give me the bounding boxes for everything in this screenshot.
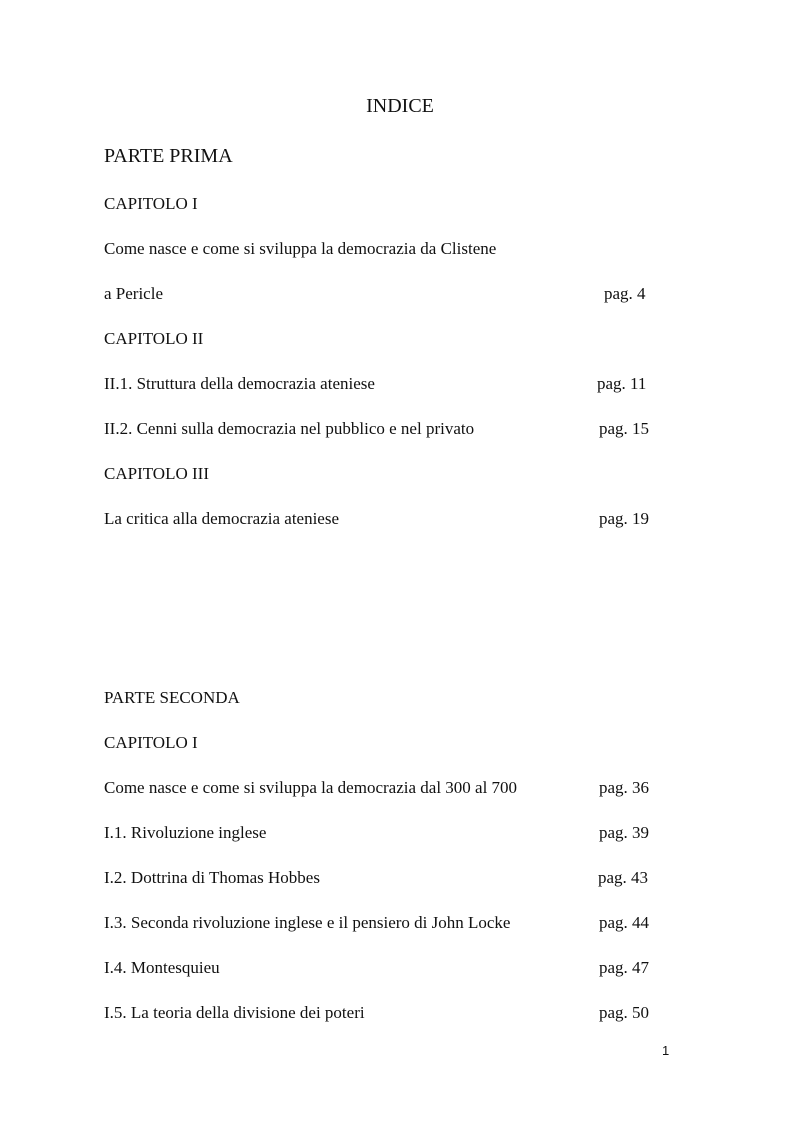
toc-entry-page: pag. 11 (597, 374, 647, 393)
chapter-label: CAPITOLO I (104, 194, 198, 213)
toc-entry-page: pag. 43 (598, 868, 649, 887)
toc-entry-text: La critica alla democrazia ateniese (104, 509, 340, 528)
toc-entry-text: I.2. Dottrina di Thomas Hobbes (104, 868, 320, 887)
toc-entry-page: pag. 15 (599, 419, 650, 438)
page-title: INDICE (366, 95, 434, 117)
toc-entry-page: pag. 44 (599, 913, 650, 932)
toc-entry-page: pag. 47 (599, 958, 650, 977)
toc-entry-text: I.4. Montesquieu (104, 958, 220, 977)
toc-entry-page: pag. 4 (604, 284, 646, 303)
toc-entry-text: Come nasce e come si sviluppa la democrazia da Clistene (104, 239, 497, 258)
toc-entry-text: II.2. Cenni sulla democrazia nel pubblico e nel privato (104, 419, 475, 438)
toc-entry-text: Come nasce e come si sviluppa la democrazia dal 300 al 700 (104, 778, 518, 797)
toc-entry-page: pag. 36 (599, 778, 650, 797)
toc-entry-text: I.5. La teoria della divisione dei poteri (104, 1003, 365, 1022)
chapter-label: CAPITOLO III (104, 464, 209, 483)
toc-entry-text: a Pericle (104, 284, 163, 303)
part-heading: PARTE SECONDA (104, 688, 240, 707)
toc-entry-page: pag. 39 (599, 823, 650, 842)
page-number: 1 (662, 1043, 670, 1058)
toc-entry-text: II.1. Struttura della democrazia ateniese (104, 374, 375, 393)
toc-entry-text: I.3. Seconda rivoluzione inglese e il pensiero di John Locke (104, 913, 511, 932)
toc-entry-page: pag. 19 (599, 509, 650, 528)
chapter-label: CAPITOLO II (104, 329, 204, 348)
toc-entry-text: I.1. Rivoluzione inglese (104, 823, 267, 842)
part-heading: PARTE PRIMA (104, 145, 233, 167)
toc-entry-page: pag. 50 (599, 1003, 650, 1022)
chapter-label: CAPITOLO I (104, 733, 198, 752)
